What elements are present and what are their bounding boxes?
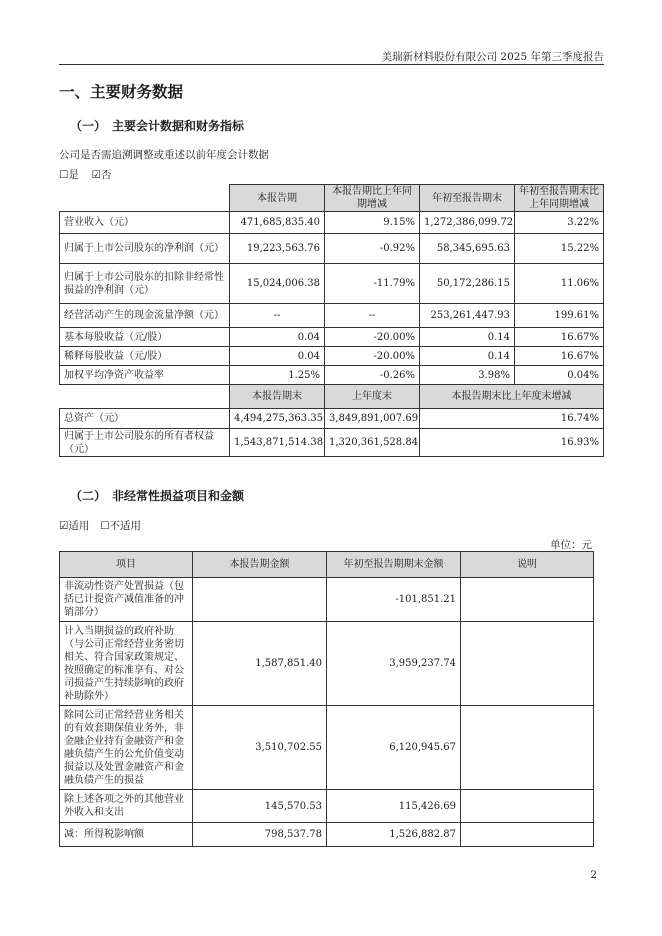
cell-value: 11.06% xyxy=(515,264,604,304)
non-recurring-items-table xyxy=(59,551,594,847)
row-label: 计入当期损益的政府补助（与公司正常经营业务密切相关、符合国家政策规定、按照确定的标准享有、对公司损益产生持续影响的政府补助除外） xyxy=(60,622,193,706)
cell-value: 3,849,891,007.69 xyxy=(325,409,420,429)
cell-value: 0.04% xyxy=(515,366,604,385)
cell-value: 3.22% xyxy=(515,212,604,234)
cell-value: -20.00% xyxy=(325,328,420,347)
cell-value: 1,587,851.40 xyxy=(193,622,327,706)
cell-value: 16.93% xyxy=(420,429,604,457)
table-row xyxy=(60,429,604,457)
row-label: 除同公司正常经营业务相关的有效套期保值业务外，非金融企业持有金融资产和金融负债产生的公允价值变动损益以及处置金融资产和金融负债产生的损益 xyxy=(60,706,193,790)
table2-header-row xyxy=(60,552,594,578)
cell-value: 798,537.78 xyxy=(193,823,327,847)
checkbox-yes: ☐是 xyxy=(59,169,79,181)
col-header-ytd: 年初至报告期末 xyxy=(420,185,515,212)
cell-value: 19,223,563.76 xyxy=(230,234,325,264)
cell-value: 253,261,447.93 xyxy=(420,304,515,328)
col-header-remarks: 说明 xyxy=(461,552,594,578)
col-header-period-end: 本报告期末 xyxy=(230,385,325,409)
cell-value: 9.15% xyxy=(325,212,420,234)
cell-remark xyxy=(461,790,594,823)
cell-remark xyxy=(461,823,594,847)
cell-value: -- xyxy=(230,304,325,328)
table-row xyxy=(60,304,604,328)
cell-value: 199.61% xyxy=(515,304,604,328)
table1-subheader-row xyxy=(60,385,604,409)
cell-value xyxy=(193,578,327,622)
row-label: 经营活动产生的现金流量净额（元） xyxy=(60,304,230,328)
cell-value: 0.04 xyxy=(230,328,325,347)
cell-value: 1.25% xyxy=(230,366,325,385)
cell-value: 0.14 xyxy=(420,328,515,347)
row-label: 减：所得税影响额 xyxy=(60,823,193,847)
page-number: 2 xyxy=(590,869,597,881)
row-label: 基本每股收益（元/股） xyxy=(60,328,230,347)
cell-value: 1,272,386,099.72 xyxy=(420,212,515,234)
table-row xyxy=(60,264,604,304)
row-label: 归属于上市公司股东的净利润（元） xyxy=(60,234,230,264)
cell-value: -0.92% xyxy=(325,234,420,264)
restatement-checkboxes xyxy=(59,167,112,182)
row-label: 加权平均净资产收益率 xyxy=(60,366,230,385)
checkbox-applicable: ☑适用 xyxy=(59,520,90,532)
table-row xyxy=(60,790,594,823)
subsection-title-non-recurring: （二） 非经常性损益项目和金额 xyxy=(70,489,245,503)
row-label: 归属于上市公司股东的所有者权益（元） xyxy=(60,429,230,457)
cell-value: 145,570.53 xyxy=(193,790,327,823)
col-header-prior-year-end: 上年度末 xyxy=(325,385,420,409)
cell-value: 0.04 xyxy=(230,347,325,366)
unit-label: 单位：元 xyxy=(550,539,592,551)
checkbox-no: ☑否 xyxy=(91,169,112,181)
col-header-current-yoy: 本报告期比上年同期增减 xyxy=(325,185,420,212)
cell-value: -20.00% xyxy=(325,347,420,366)
table1-header-row xyxy=(60,185,604,212)
col-header-current-amount: 本报告期金额 xyxy=(193,552,327,578)
cell-value: 3,510,702.55 xyxy=(193,706,327,790)
cell-remark xyxy=(461,578,594,622)
table-row xyxy=(60,823,594,847)
table-row xyxy=(60,622,594,706)
table-row xyxy=(60,347,604,366)
table-row xyxy=(60,366,604,385)
cell-value: -0.26% xyxy=(325,366,420,385)
cell-value: 3.98% xyxy=(420,366,515,385)
col-header-current-period: 本报告期 xyxy=(230,185,325,212)
row-label: 总资产（元） xyxy=(60,409,230,429)
cell-value: 0.14 xyxy=(420,347,515,366)
table-row xyxy=(60,328,604,347)
cell-value: -11.79% xyxy=(325,264,420,304)
col-header-ytd-amount: 年初至报告期期末金额 xyxy=(327,552,461,578)
main-financial-data-table xyxy=(59,184,604,457)
cell-value: 4,494,275,363.35 xyxy=(230,409,325,429)
cell-value: 15,024,006.38 xyxy=(230,264,325,304)
col-header-change-vs-prior-year-end: 本报告期末比上年度末增减 xyxy=(420,385,604,409)
cell-remark xyxy=(461,706,594,790)
cell-value: 6,120,945.67 xyxy=(327,706,461,790)
section-title-main-financial-data: 一、主要财务数据 xyxy=(59,83,184,101)
cell-value: 16.67% xyxy=(515,347,604,366)
cell-value: 16.67% xyxy=(515,328,604,347)
cell-value: 3,959,237.74 xyxy=(327,622,461,706)
cell-value: 15.22% xyxy=(515,234,604,264)
cell-value: 1,526,882.87 xyxy=(327,823,461,847)
table-row xyxy=(60,706,594,790)
table-row xyxy=(60,409,604,429)
row-label: 归属于上市公司股东的扣除非经常性损益的净利润（元） xyxy=(60,264,230,304)
cell-value: -101,851.21 xyxy=(327,578,461,622)
row-label: 稀释每股收益（元/股） xyxy=(60,347,230,366)
table-row xyxy=(60,578,594,622)
checkbox-not-applicable: ☐不适用 xyxy=(100,520,142,532)
cell-value: 58,345,695.63 xyxy=(420,234,515,264)
cell-value: 16.74% xyxy=(420,409,604,429)
cell-value: 1,543,871,514.38 xyxy=(230,429,325,457)
table-row xyxy=(60,212,604,234)
cell-value: -- xyxy=(325,304,420,328)
cell-value: 115,426.69 xyxy=(327,790,461,823)
report-header-title: 美瑞新材料股份有限公司 2025 年第三季度报告 xyxy=(381,51,604,63)
table-row xyxy=(60,234,604,264)
restatement-question: 公司是否需追溯调整或重述以前年度会计数据 xyxy=(59,149,269,161)
row-label: 营业收入（元） xyxy=(60,212,230,234)
cell-value: 471,685,835.40 xyxy=(230,212,325,234)
col-header-ytd-yoy: 年初至报告期末比上年同期增减 xyxy=(515,185,604,212)
header-divider xyxy=(59,64,604,65)
cell-value: 50,172,286.15 xyxy=(420,264,515,304)
cell-remark xyxy=(461,622,594,706)
row-label: 除上述各项之外的其他营业外收入和支出 xyxy=(60,790,193,823)
cell-value: 1,320,361,528.84 xyxy=(325,429,420,457)
applicability-checkboxes xyxy=(59,518,141,533)
row-label: 非流动性资产处置损益（包括已计提资产减值准备的冲销部分） xyxy=(60,578,193,622)
subsection-title-accounting-data: （一） 主要会计数据和财务指标 xyxy=(70,119,245,133)
col-header-item: 项目 xyxy=(60,552,193,578)
